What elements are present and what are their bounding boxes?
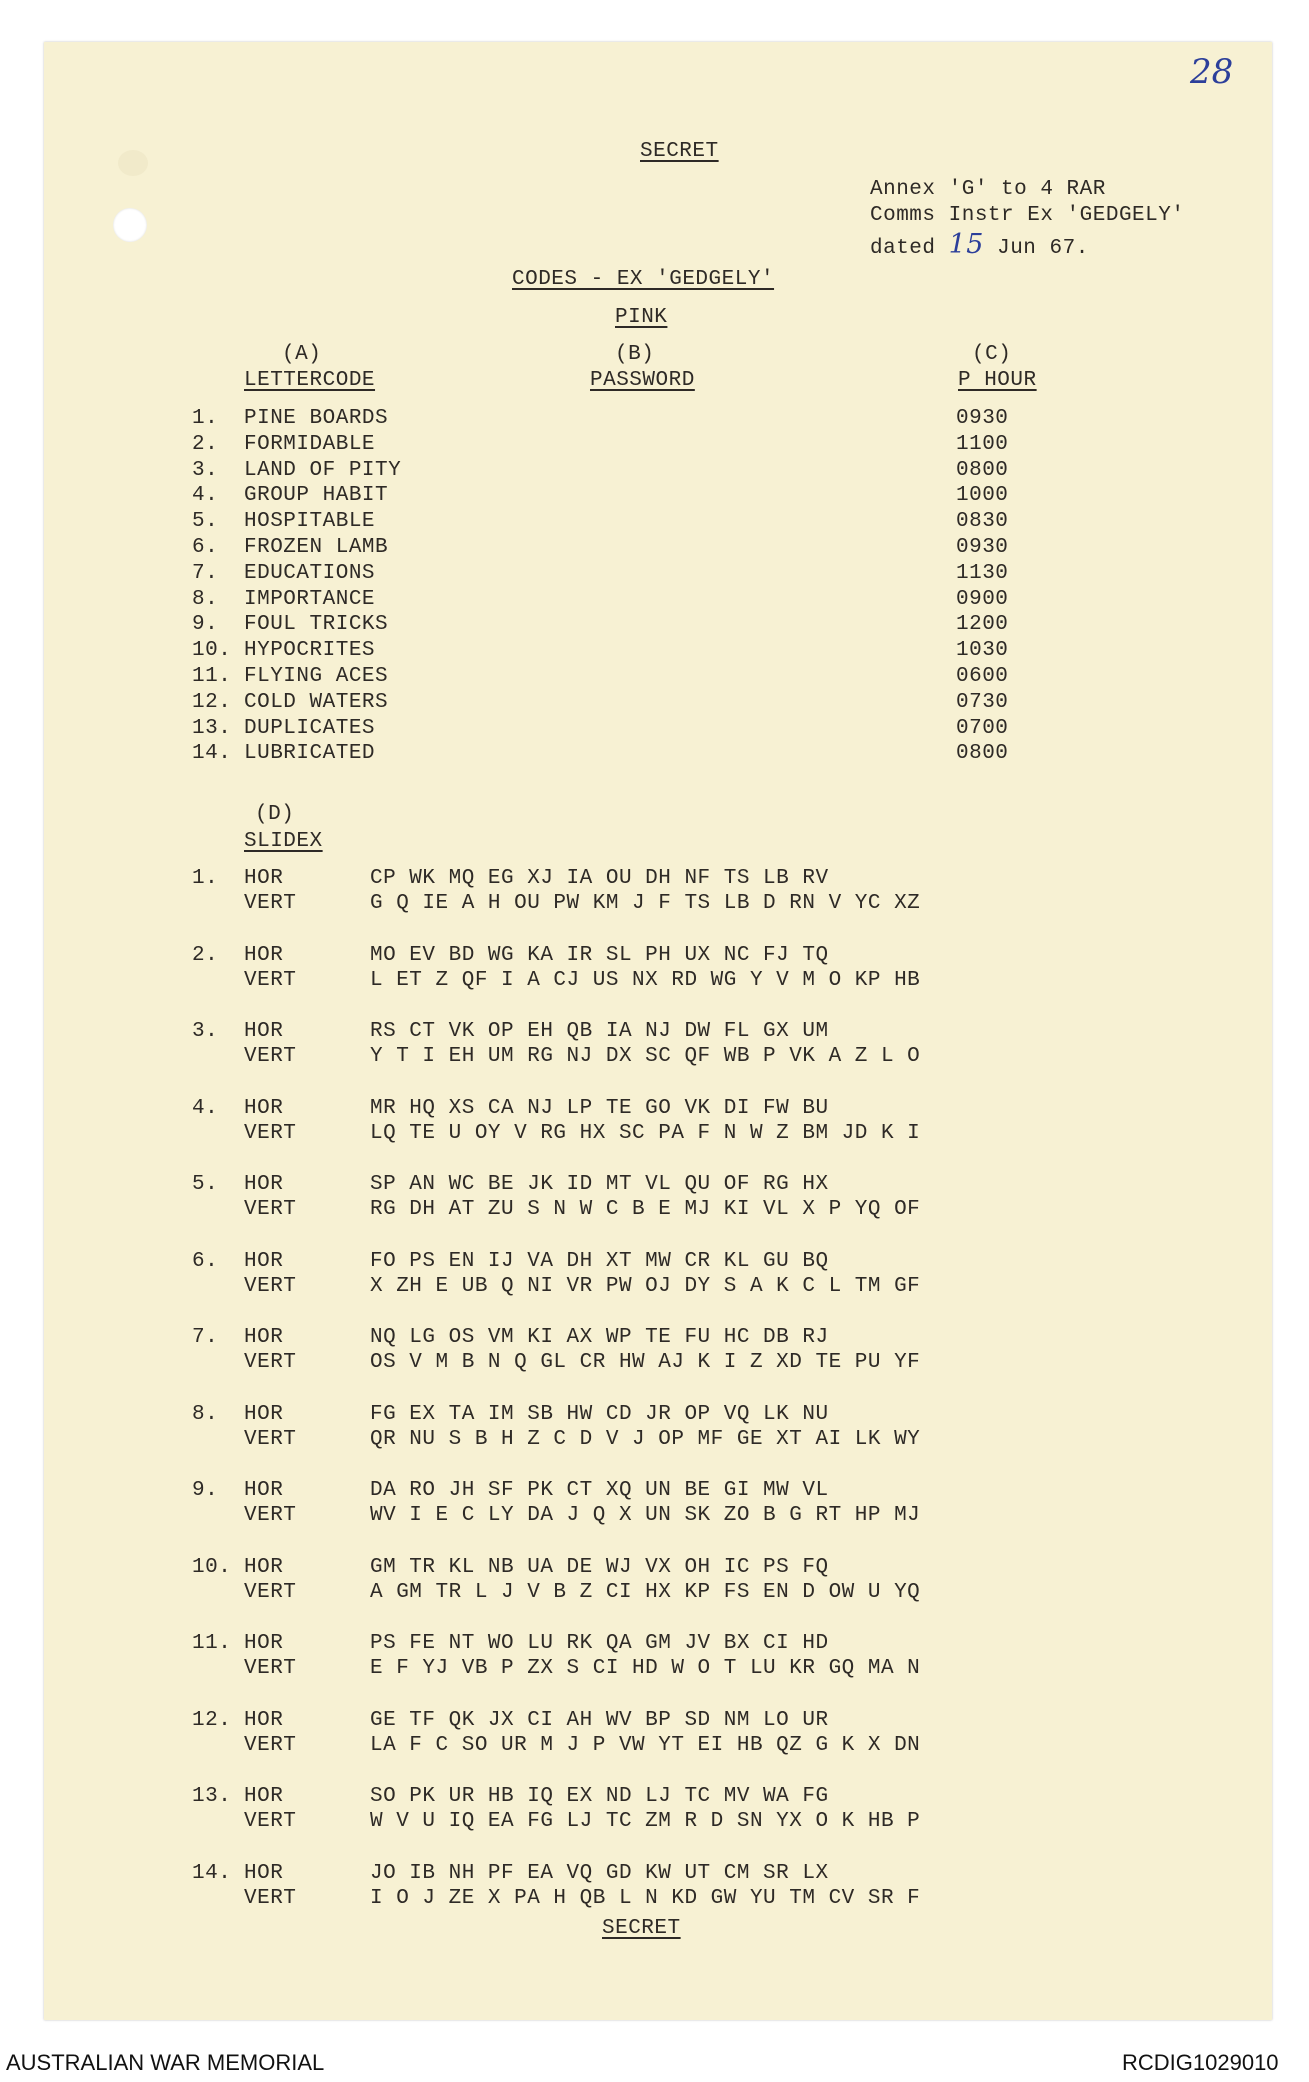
slidex-vert-label: VERT bbox=[244, 1657, 297, 1680]
footer-id: RCDIG1029010 bbox=[1122, 2050, 1279, 2075]
slidex-vert-label: VERT bbox=[244, 1733, 297, 1757]
code-hour: 1030 bbox=[956, 639, 1009, 663]
code-word: FOUL TRICKS bbox=[244, 613, 389, 637]
column-a-letter: (A) bbox=[282, 343, 322, 366]
annex-dated-rest: Jun 67. bbox=[997, 237, 1089, 260]
slidex-hor-label: HOR bbox=[244, 1402, 284, 1426]
code-hour: 0730 bbox=[956, 690, 1009, 714]
document-title: CODES - EX 'GEDGELY' bbox=[512, 268, 775, 291]
slidex-vert-values: I O J ZE X PA H QB L N KD GW YU TM CV SR F bbox=[370, 1886, 921, 1910]
code-number: 6. bbox=[192, 536, 219, 559]
slidex-number: 13. bbox=[192, 1785, 232, 1808]
slidex-vert-label: VERT bbox=[244, 1274, 297, 1298]
column-c-letter: (C) bbox=[972, 343, 1012, 366]
code-word: GROUP HABIT bbox=[244, 484, 389, 508]
slidex-label: SLIDEX bbox=[244, 830, 323, 853]
slidex-vert-label: VERT bbox=[244, 1427, 297, 1451]
slidex-vert-values: LQ TE U OY V RG HX SC PA F N W Z BM JD K I bbox=[370, 1121, 921, 1145]
slidex-hor-values: GE TF QK JX CI AH WV BP SD NM LO UR bbox=[370, 1708, 829, 1732]
slidex-hor-values: MR HQ XS CA NJ LP TE GO VK DI FW BU bbox=[370, 1096, 829, 1120]
code-word: IMPORTANCE bbox=[244, 587, 376, 611]
slidex-vert-values: QR NU S B H Z C D V J OP MF GE XT AI LK WY bbox=[370, 1427, 921, 1451]
code-number: 4. bbox=[192, 484, 219, 508]
page-number: 28 bbox=[1190, 52, 1234, 92]
code-hour: 1000 bbox=[956, 484, 1009, 508]
footer-source: AUSTRALIAN WAR MEMORIAL bbox=[6, 2050, 325, 2075]
slidex-hor-values: FG EX TA IM SB HW CD JR OP VQ LK NU bbox=[370, 1402, 829, 1426]
punch-hole bbox=[113, 208, 147, 242]
slidex-number: 10. bbox=[192, 1555, 232, 1579]
slidex-number: 1. bbox=[192, 867, 219, 890]
code-word: PINE BOARDS bbox=[244, 407, 389, 430]
slidex-hor-label: HOR bbox=[244, 1326, 284, 1349]
slidex-number: 11. bbox=[192, 1632, 232, 1655]
code-word: EDUCATIONS bbox=[244, 561, 376, 585]
slidex-hor-values: DA RO JH SF PK CT XQ UN BE GI MW VL bbox=[370, 1479, 829, 1502]
slidex-hor-label: HOR bbox=[244, 1555, 284, 1579]
slidex-hor-label: HOR bbox=[244, 1632, 284, 1655]
slidex-number: 2. bbox=[192, 943, 219, 967]
code-number: 8. bbox=[192, 587, 219, 611]
slidex-hor-values: MO EV BD WG KA IR SL PH UX NC FJ TQ bbox=[370, 943, 829, 967]
slidex-vert-label: VERT bbox=[244, 1580, 297, 1604]
slidex-vert-values: LA F C SO UR M J P VW YT EI HB QZ G K X DN bbox=[370, 1733, 921, 1757]
slidex-vert-label: VERT bbox=[244, 892, 297, 915]
classification-top: SECRET bbox=[640, 140, 719, 163]
annex-dated-label: dated bbox=[870, 237, 936, 260]
column-c-label: P HOUR bbox=[958, 369, 1037, 392]
code-number: 11. bbox=[192, 665, 232, 688]
slidex-vert-values: WV I E C LY DA J Q X UN SK ZO B G RT HP MJ bbox=[370, 1504, 921, 1527]
code-hour: 0800 bbox=[956, 742, 1009, 766]
slidex-number: 7. bbox=[192, 1326, 219, 1349]
annex-line-2: Comms Instr Ex 'GEDGELY' bbox=[870, 204, 1185, 227]
code-word: DUPLICATES bbox=[244, 716, 376, 740]
slidex-vert-label: VERT bbox=[244, 968, 297, 992]
slidex-number: 8. bbox=[192, 1402, 219, 1426]
code-number: 13. bbox=[192, 716, 232, 740]
slidex-number: 4. bbox=[192, 1096, 219, 1120]
code-hour: 1130 bbox=[956, 561, 1009, 585]
slidex-vert-values: E F YJ VB P ZX S CI HD W O T LU KR GQ MA N bbox=[370, 1657, 921, 1680]
code-hour: 0830 bbox=[956, 510, 1009, 534]
code-hour: 0700 bbox=[956, 716, 1009, 740]
slidex-number: 9. bbox=[192, 1479, 219, 1502]
document-subtitle: PINK bbox=[615, 306, 668, 329]
code-hour: 0800 bbox=[956, 458, 1009, 482]
code-hour: 1200 bbox=[956, 613, 1009, 637]
punch-hole-mark bbox=[118, 150, 148, 176]
column-b-label: PASSWORD bbox=[590, 369, 695, 392]
slidex-vert-label: VERT bbox=[244, 1198, 297, 1221]
code-number: 1. bbox=[192, 407, 219, 430]
code-word: HYPOCRITES bbox=[244, 639, 376, 663]
code-number: 9. bbox=[192, 613, 219, 637]
slidex-hor-values: SO PK UR HB IQ EX ND LJ TC MV WA FG bbox=[370, 1785, 829, 1808]
annex-line-1: Annex 'G' to 4 RAR bbox=[870, 178, 1106, 201]
slidex-hor-values: GM TR KL NB UA DE WJ VX OH IC PS FQ bbox=[370, 1555, 829, 1579]
classification-bottom: SECRET bbox=[602, 1917, 681, 1940]
code-number: 10. bbox=[192, 639, 232, 663]
slidex-vert-values: Y T I EH UM RG NJ DX SC QF WB P VK A Z L O bbox=[370, 1045, 921, 1068]
slidex-vert-values: X ZH E UB Q NI VR PW OJ DY S A K C L TM GF bbox=[370, 1274, 921, 1298]
code-number: 5. bbox=[192, 510, 219, 534]
slidex-hor-values: CP WK MQ EG XJ IA OU DH NF TS LB RV bbox=[370, 867, 829, 890]
slidex-hor-label: HOR bbox=[244, 1861, 284, 1885]
code-hour: 0900 bbox=[956, 587, 1009, 611]
slidex-vert-values: A GM TR L J V B Z CI HX KP FS EN D OW U YQ bbox=[370, 1580, 921, 1604]
slidex-number: 12. bbox=[192, 1708, 232, 1732]
slidex-hor-label: HOR bbox=[244, 1173, 284, 1196]
code-hour: 0930 bbox=[956, 407, 1009, 430]
code-word: FORMIDABLE bbox=[244, 432, 376, 456]
code-word: HOSPITABLE bbox=[244, 510, 376, 534]
slidex-number: 5. bbox=[192, 1173, 219, 1196]
code-word: FLYING ACES bbox=[244, 665, 389, 688]
slidex-vert-label: VERT bbox=[244, 1121, 297, 1145]
slidex-hor-values: FO PS EN IJ VA DH XT MW CR KL GU BQ bbox=[370, 1249, 829, 1273]
slidex-vert-label: VERT bbox=[244, 1810, 297, 1833]
column-b-letter: (B) bbox=[615, 343, 655, 366]
slidex-hor-label: HOR bbox=[244, 867, 284, 890]
slidex-vert-label: VERT bbox=[244, 1886, 297, 1910]
annex-line-3 bbox=[870, 229, 1089, 260]
slidex-vert-values: L ET Z QF I A CJ US NX RD WG Y V M O KP HB bbox=[370, 968, 921, 992]
slidex-hor-values: PS FE NT WO LU RK QA GM JV BX CI HD bbox=[370, 1632, 829, 1655]
code-hour: 1100 bbox=[956, 432, 1009, 456]
slidex-hor-label: HOR bbox=[244, 943, 284, 967]
code-word: FROZEN LAMB bbox=[244, 536, 389, 559]
slidex-vert-label: VERT bbox=[244, 1045, 297, 1068]
code-number: 3. bbox=[192, 458, 219, 482]
code-number: 12. bbox=[192, 690, 232, 714]
code-word: COLD WATERS bbox=[244, 690, 389, 714]
slidex-hor-values: RS CT VK OP EH QB IA NJ DW FL GX UM bbox=[370, 1020, 829, 1043]
slidex-vert-values: G Q IE A H OU PW KM J F TS LB D RN V YC XZ bbox=[370, 892, 921, 915]
slidex-hor-label: HOR bbox=[244, 1096, 284, 1120]
column-a-label: LETTERCODE bbox=[244, 369, 376, 392]
slidex-hor-label: HOR bbox=[244, 1479, 284, 1502]
slidex-letter: (D) bbox=[255, 803, 295, 826]
code-number: 14. bbox=[192, 742, 232, 766]
code-hour: 0930 bbox=[956, 536, 1009, 559]
slidex-hor-label: HOR bbox=[244, 1249, 284, 1273]
slidex-number: 3. bbox=[192, 1020, 219, 1043]
slidex-number: 6. bbox=[192, 1249, 219, 1273]
slidex-hor-label: HOR bbox=[244, 1785, 284, 1808]
slidex-hor-label: HOR bbox=[244, 1708, 284, 1732]
slidex-vert-values: RG DH AT ZU S N W C B E MJ KI VL X P YQ OF bbox=[370, 1198, 921, 1221]
code-number: 7. bbox=[192, 561, 219, 585]
slidex-hor-values: NQ LG OS VM KI AX WP TE FU HC DB RJ bbox=[370, 1326, 829, 1349]
annex-dated-day: 15 bbox=[948, 229, 984, 260]
slidex-vert-values: OS V M B N Q GL CR HW AJ K I Z XD TE PU YF bbox=[370, 1351, 921, 1374]
slidex-hor-values: SP AN WC BE JK ID MT VL QU OF RG HX bbox=[370, 1173, 829, 1196]
slidex-vert-values: W V U IQ EA FG LJ TC ZM R D SN YX O K HB P bbox=[370, 1810, 921, 1833]
slidex-number: 14. bbox=[192, 1861, 232, 1885]
slidex-hor-values: JO IB NH PF EA VQ GD KW UT CM SR LX bbox=[370, 1861, 829, 1885]
code-hour: 0600 bbox=[956, 665, 1009, 688]
code-word: LUBRICATED bbox=[244, 742, 376, 766]
slidex-hor-label: HOR bbox=[244, 1020, 284, 1043]
slidex-vert-label: VERT bbox=[244, 1504, 297, 1527]
slidex-vert-label: VERT bbox=[244, 1351, 297, 1374]
code-word: LAND OF PITY bbox=[244, 458, 402, 482]
code-number: 2. bbox=[192, 432, 219, 456]
